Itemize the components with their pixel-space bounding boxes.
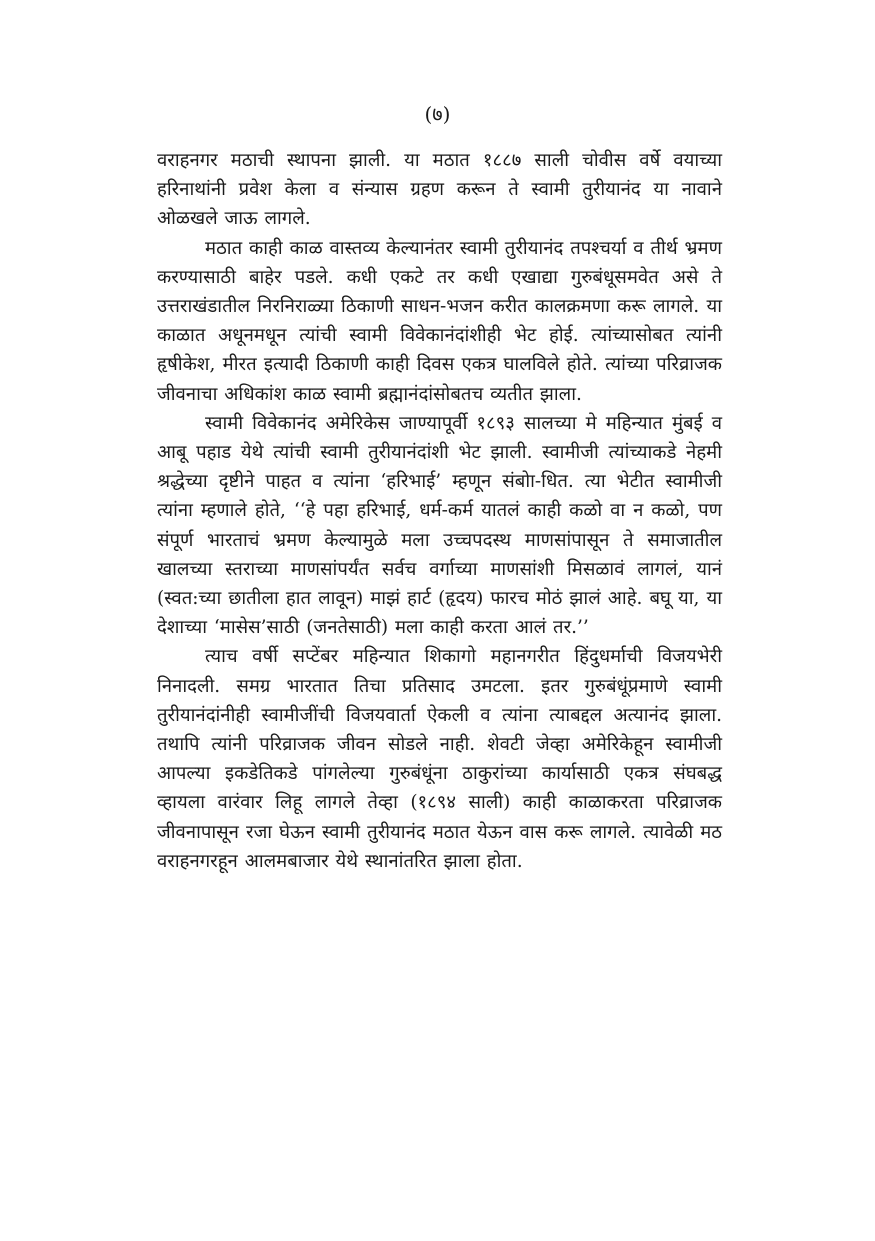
paragraph-2: मठात काही काळ वास्तव्य केल्यानंतर स्वामी तुरीयानंद तपश्चर्या व तीर्थ भ्रमण करण्यासाठी बाहेर पडले. कधी एकटे तर कधी एखाद्या गुरुबंधूसमवेत असे ते उत्तराखंडातील निरनिराळ्या ठिकाणी साधन-भजन करीत कालक्रमणा करू लागले. या काळात अधूनमधून त्यांची स्वामी विवेकानंदांशीही भेट होई. त्यांच्यासोबत त्यांनी हृषीकेश, मीरत इत्यादी ठिकाणी काही दिवस एकत्र घालविले होते. त्यांच्या परिव्राजक जीवनाचा अधिकांश काळ स्वामी ब्रह्मानंदांसोबतच व्यतीत झाला.: [157, 237, 722, 405]
page-number: (७): [424, 102, 451, 126]
paragraph-1: वराहनगर मठाची स्थापना झाली. या मठात १८८७ साली चोवीस वर्षे वयाच्या हरिनाथांनी प्रवेश केला व संन्यास ग्रहण करून ते स्वामी तुरीयानंद या नावाने ओळखले जाऊ लागले.: [157, 150, 722, 230]
body-text: [157, 146, 722, 876]
paragraph-4: त्याच वर्षी सप्टेंबर महिन्यात शिकागो महानगरीत हिंदुधर्माची विजयभेरी निनादली. समग्र भारतात तिचा प्रतिसाद उमटला. इतर गुरुबंधूंप्रमाणे स्वामी तुरीयानंदांनीही स्वामीजींची विजयवार्ता ऐकली व त्यांना त्याबद्दल अत्यानंद झाला. तथापि त्यांनी परिव्राजक जीवन सोडले नाही. शेवटी जेव्हा अमेरिकेहून स्वामीजी आपल्या इकडेतिकडे पांगलेल्या गुरुबंधूंना ठाकुरांच्या कार्यासाठी एकत्र संघबद्ध व्हायला वारंवार लिहू लागले तेव्हा (१८९४ साली) काही काळाकरता परिव्राजक जीवनापासून रजा घेऊन स्वामी तुरीयानंद मठात येऊन वास करू लागले. त्यावेळी मठ वराहनगरहून आलमबाजार येथे स्थानांतरित झाला होता.: [157, 646, 722, 872]
paragraph-3: स्वामी विवेकानंद अमेरिकेस जाण्यापूर्वी १८९३ सालच्या मे महिन्यात मुंबई व आबू पहाड येथे त्यांची स्वामी तुरीयानंदांशी भेट झाली. स्वामीजी त्यांच्याकडे नेहमी श्रद्धेच्या दृष्टीने पाहत व त्यांना ‘हरिभाई’ म्हणून संबोा-धित. त्या भेटीत स्वामीजी त्यांना म्हणाले होते, ‘‘हे पहा हरिभाई, धर्म-कर्म यातलं काही कळो वा न कळो, पण संपूर्ण भारताचं भ्रमण केल्यामुळे मला उच्चपदस्थ माणसांपासून ते समाजातील खालच्या स्तराच्या माणसांपर्यंत सर्वच वर्गाच्या माणसांशी मिसळावं लागलं, यानं (स्वत:च्या छातीला हात लावून) माझं हार्ट (हृदय) फारच मोठं झालं आहे. बघू या, या देशाच्या ‘मासेस’साठी (जनतेसाठी) मला काही करता आलं तर.’’: [157, 412, 722, 639]
